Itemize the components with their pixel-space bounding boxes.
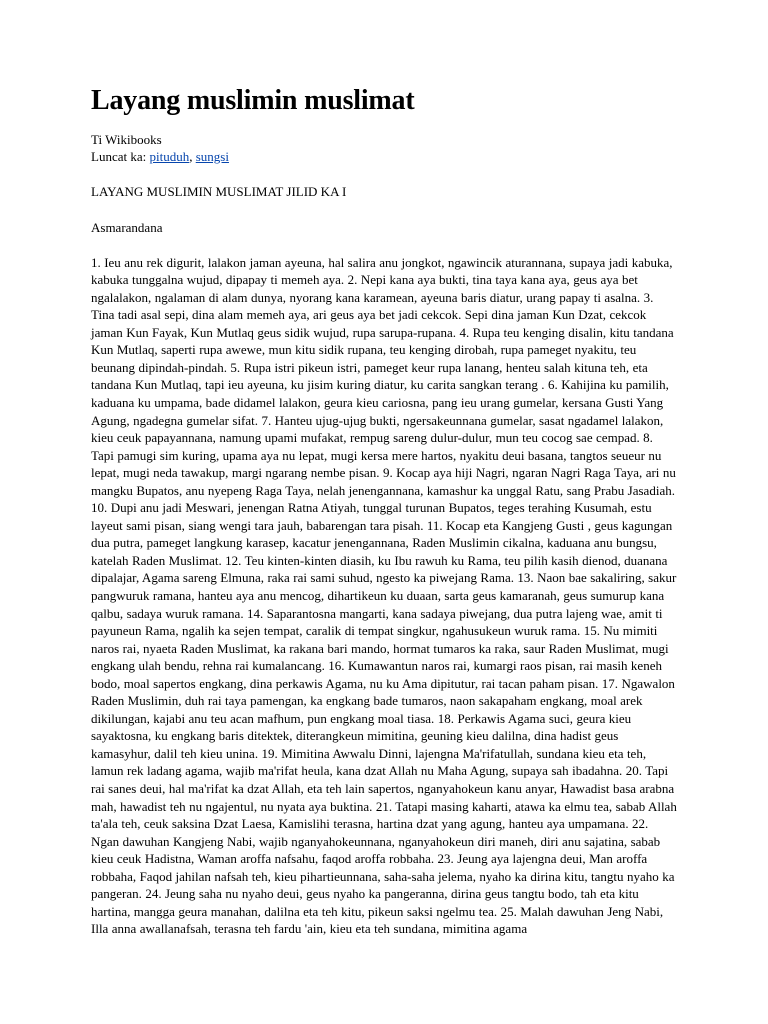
jump-to-line: [91, 148, 677, 165]
article-body: 1. Ieu anu rek digurit, lalakon jaman ayeuna, hal salira anu jongkot, ngawincik aturannana, supaya jadi kabuka, kabuka tunggalna wujud, dipapay ti memeh aya. 2. Nepi kana aya bukti, tina taya kana aya, geus aya bet ngalalakon, ngalaman di alam dunya, nyorang kana karamean, ayeuna baris diatur, urang papay ti asalna. 3. Tina tadi asal sepi, dina alam memeh aya, ari geus aya bet jadi cekcok. Sepi dina jaman Kun Dzat, cekcok jaman Kun Fayak, Kun Mutlaq geus sidik wujud, rupa sarupa-rupana. 4. Rupa teu kenging disalin, kitu tandana Kun Mutlaq, saperti rupa awewe, mun kitu sidik rupana, teu kenging dirobah, rupa pameget nyakitu, teu beunang dipindah-pindah. 5. Rupa istri pikeun istri, pameget keur rupa lanang, henteu salah kituna teh, eta tandana Kun Mutlaq, tapi ieu ayeuna, ku jisim kuring diatur, ku carita sangkan terang . 6. Kahijina ku pamilih, kaduana ku umpama, bade didamel lalakon, geura kieu cariosna, pang ieu urang gumelar, kersana Gusti Yang Agung, ngadegna gumelar sifat. 7. Hanteu ujug-ujug bukti, ngersakeunnana gumelar, sasat ngadamel lalakon, kieu ceuk papayannana, namung upami mufakat, rempug sareng dulur-dulur, mun teu cocog sae cempad. 8. Tapi pamugi sim kuring, upama aya nu lepat, mugi kersa mere hartos, nyakitu deui basana, tangtos seueur nu lepat, mugi neda tawakup, margi ngarang nembe pisan. 9. Kocap aya hiji Nagri, ngaran Nagri Raga Taya, ari nu mangku Bupatos, anu nyepeng Raga Taya, nelah jenengannana, kamashur ka unggal Ratu, sang Prabu Jasadiah. 10. Dupi anu jadi Meswari, jenengan Ratna Atiyah, tunggal turunan Bupatos, teges terahing Kusumah, estu layeut sami pisan, siang wengi tara jauh, babarengan tara pisah. 11. Kocap eta Kangjeng Gusti , geus kagungan dua putra, pameget langkung karasep, kacatur jenengannana, Raden Muslimin cikalna, kaduana anu bungsu, katelah Raden Muslimat. 12. Teu kinten-kinten diasih, ku Ibu rawuh ku Rama, teu pilih kasih dienod, duanana dipalajar, Agama sareng Elmuna, raka rai sami suhud, ngesto ka piwejang Rama. 13. Naon bae sakaliring, sakur pangwuruk ramana, hanteu aya anu mencog, dihartikeun ku duaan, sarta geus kamaranah, geus sumurup kana qalbu, sadaya wuruk ramana. 14. Saparantosna mangarti, kana sadaya piwejang, dua putra lajeng wae, amit ti payuneun Rama, ngalih ka sejen tempat, caralik di tempat singkur, ngahusukeun wuruk rama. 15. Nu mimiti naros rai, nyaeta Raden Muslimat, ka rakana bari mando, hormat tumaros ka raka, saur Raden Muslimat, mugi engkang ulah bendu, rehna rai kumalancang. 16. Kumawantun naros rai, kumargi raos pisan, rai masih keneh bodo, moal sapertos engkang, dina perkawis Agama, nu ku Ama dipitutur, rai tacan paham pisan. 17. Ngawalon Raden Muslimin, duh rai taya pamengan, ka engkang bade tumaros, naon sakapaham engkang, moal arek dikilungan, kajabi anu teu acan mafhum, pun engkang moal tiasa. 18. Perkawis Agama suci, geura kieu sayaktosna, ku engkang baris ditektek, diterangkeun mimitina, geuning kieu dalilna, dina hadist geus kamasyhur, dalil teh kieu unina. 19. Mimitina Awwalu Dinni, lajengna Ma'rifatullah, sundana kieu eta teh, lamun rek ladang agama, wajib ma'rifat heula, kana dzat Allah nu Maha Agung, supaya sah ibadahna. 20. Tapi rai sanes deui, hal ma'rifat ka dzat Allah, eta teh lain sapertos, nganyahokeun kanu anyar, Hawadist basa arabna mah, hawadist teh nu ngajentul, nu nyata aya buktina. 21. Tatapi masing kaharti, atawa ka elmu tea, sabab Allah ta'ala teh, ceuk saksina Dzat Laesa, Kamislihi terasna, hartina dzat yang agung, hanteu aya umpamana. 22. Ngan dawuhan Kangjeng Nabi, wajib nganyahokeunnana, nganyahokeun diri maneh, diri anu sajatina, sabab kieu ceuk Hadistna, Waman aroffa nafsahu, faqod aroffa robbaha. 23. Jeung aya lajengna deui, Man aroffa robbaha, Faqod jahilan nafsah teh, kieu pihartieunnana, saha-saha jelema, nyaho ka dirina kitu, tangtu nyaho ka pangeran. 24. Jeung saha nu nyaho deui, geus nyaho ka pangeranna, dirina geus tangtu bodo, tah eta kitu hartina, mangga geura manahan, dalilna eta teh kitu, pikeun saksi ngelmu tea. 25. Malah dawuhan Jeng Nabi, Illa anna awallanafsah, terasna teh fardu 'ain, kieu eta teh sundana, mimitina agama: [91, 254, 677, 937]
source-line: Ti Wikibooks: [91, 131, 162, 147]
jump-separator: ,: [189, 148, 193, 164]
section-heading: LAYANG MUSLIMIN MUSLIMAT JILID KA I: [91, 183, 347, 199]
search-link[interactable]: sungsi: [195, 148, 229, 164]
page-title: Layang muslimin muslimat: [91, 85, 415, 116]
subheading: Asmarandana: [91, 219, 163, 235]
article: [91, 84, 677, 938]
navigation-link[interactable]: pituduh: [149, 148, 190, 164]
jump-to-label: Luncat ka:: [91, 148, 147, 164]
